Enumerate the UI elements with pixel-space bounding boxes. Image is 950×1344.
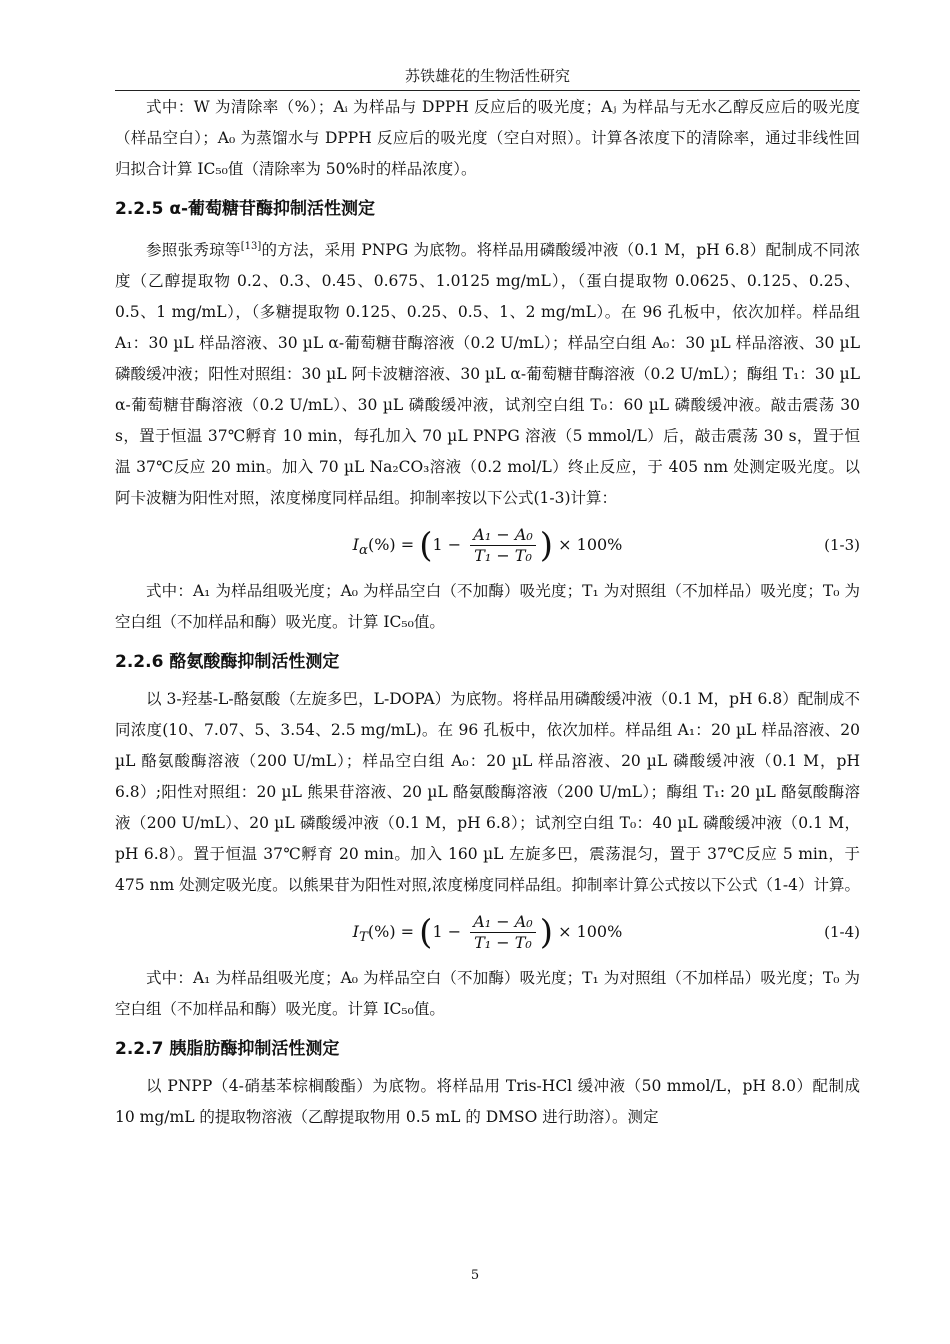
formula-1-3: $I_\alpha(\%) = (1$ − $\frac{\text{A₁ − A₀}}{\text{T₁ − T₀}}$ ) × 100% (1-3) bbox=[115, 514, 860, 576]
formula-1-4: $I_T(\%) = (1$ − $\frac{\text{A₁ − A₀}}{\text{T₁ − T₀}}$ ) × 100% (1-4) bbox=[115, 901, 860, 963]
formula-1-4-note: 式中：A₁ 为样品组吸光度；A₀ 为样品空白（不加酶）吸光度；T₁ 为对照组（不加样品）吸光度；T₀ 为空白组（不加样品和酶）吸光度。计算 IC₅₀值。 bbox=[115, 969, 860, 1019]
formula-lhs: I bbox=[352, 535, 359, 555]
page-number: 5 bbox=[470, 1268, 480, 1283]
citation-ref: [13] bbox=[240, 241, 262, 252]
equation-number: (1-4) bbox=[824, 923, 860, 942]
method-body-text: 的方法，采用 PNPG 为底物。将样品用磷酸缓冲液（0.1 M，pH 6.8）配制成不同浓度（乙醇提取物 0.2、0.3、0.45、0.675、1.0125 mg/mL），（蛋白提取物 0.0625、0.125、0.25、0.5、1 mg/mL），（多糖提取物 0.125、0.25、0.5、1、2 mg/mL）。在 96 孔板中，依次加样。样品组 A₁：30 µL 样品溶液、30 µL α-葡萄糖苷酶溶液（0.2 U/mL）；样品空白组 A₀：30 µL 样品溶液、30 µL 磷酸缓冲液；阳性对照组：30 µL 阿卡波糖溶液、30 µL α-葡萄糖苷酶溶液（0.2 U/mL）；酶组 T₁：30 µL α-葡萄糖苷酶溶液（0.2 U/mL）、30 µL 磷酸缓冲液，试剂空白组 T₀：60 µL 磷酸缓冲液。敲击震荡 30 s，置于恒温 37℃孵育 10 min，每孔加入 70 µL PNPG 溶液（5 mmol/L）后，敲击震荡 30 s，置于恒温 37℃反应 20 min。加入 70 µL Na₂CO₃溶液（0.2 mol/L）终止反应，于 405 nm 处测定吸光度。以阿卡波糖为阳性对照，浓度梯度同样品组。抑制率按以下公式(1-3)计算： bbox=[115, 241, 860, 508]
formula-pct: (%) = bbox=[367, 922, 415, 942]
page-header bbox=[115, 62, 860, 91]
alpha-glucosidase-method bbox=[115, 231, 860, 514]
formula-1-3-note: 式中：A₁ 为样品组吸光度；A₀ 为样品空白（不加酶）吸光度；T₁ 为对照组（不加样品）吸光度；T₀ 为空白组（不加样品和酶）吸光度。计算 IC₅₀值。 bbox=[115, 582, 860, 632]
formula-fraction bbox=[470, 912, 536, 953]
equation-number: (1-3) bbox=[824, 536, 860, 555]
formula-numerator: A₁ − A₀ bbox=[470, 525, 536, 546]
lipase-method: 以 PNPP（4-硝基苯棕榈酸酯）为底物。将样品用 Tris-HCl 缓冲液（50 mmol/L，pH 8.0）配制成 10 mg/mL 的提取物溶液（乙醇提取物用 0.5 mL 的 DMSO 进行助溶）。测定 bbox=[115, 1077, 860, 1127]
tyrosinase-method: 以 3-羟基-L-酪氨酸（左旋多巴，L-DOPA）为底物。将样品用磷酸缓冲液（0.1 M，pH 6.8）配制成不同浓度(10、7.07、5、3.54、2.5 mg/mL)。在 96 孔板中，依次加样。样品组 A₁：20 µL 样品溶液、20 µL 酪氨酸酶溶液（200 U/mL）；样品空白组 A₀：20 µL 样品溶液、20 µL 磷酸缓冲液（0.1 M，pH 6.8）;阳性对照组：20 µL 熊果苷溶液、20 µL 酪氨酸酶溶液（200 U/mL）；酶组 T₁: 20 µL 酪氨酸酶溶液（200 U/mL）、20 µL 磷酸缓冲液（0.1 M，pH 6.8）；试剂空白组 T₀：40 µL 磷酸缓冲液（0.1 M，pH 6.8）。置于恒温 37℃孵育 20 min。加入 160 µL 左旋多巴，震荡混匀，置于 37℃反应 5 min，于 475 nm 处测定吸光度。以熊果苷为阳性对照,浓度梯度同样品组。抑制率计算公式按以下公式（1-4）计算。 bbox=[115, 690, 861, 895]
section-heading-2-2-6: 2.2.6 酪氨酸酶抑制活性测定 bbox=[115, 652, 340, 673]
running-title: 苏铁雄花的生物活性研究 bbox=[404, 67, 570, 85]
formula-denominator: T₁ − T₀ bbox=[474, 546, 532, 566]
formula-tail: × 100% bbox=[558, 922, 623, 942]
formula-lhs-sub: T bbox=[359, 930, 368, 946]
section-heading-2-2-5: 2.2.5 α-葡萄糖苷酶抑制活性测定 bbox=[115, 199, 376, 219]
section-heading-2-2-7: 2.2.7 胰脂肪酶抑制活性测定 bbox=[115, 1039, 340, 1060]
dpph-formula-note: 式中：W 为清除率（%）；Aᵢ 为样品与 DPPH 反应后的吸光度；Aⱼ 为样品与无水乙醇反应后的吸光度（样品空白）；A₀ 为蒸馏水与 DPPH 反应后的吸光度（空白对照）。计算各浓度下的清除率，通过非线性回归拟合计算 IC₅₀值（清除率为 50%时的样品浓度）。 bbox=[115, 98, 860, 178]
formula-pct: (%) = bbox=[367, 535, 415, 555]
formula-numerator: A₁ − A₀ bbox=[470, 912, 536, 933]
formula-fraction bbox=[470, 525, 536, 566]
formula-denominator: T₁ − T₀ bbox=[474, 933, 532, 953]
formula-lhs: I bbox=[352, 922, 359, 942]
formula-one: 1 − bbox=[432, 535, 462, 555]
formula-tail: × 100% bbox=[558, 535, 623, 555]
method-intro-text: 参照张秀琼等 bbox=[146, 241, 241, 260]
page-body bbox=[115, 92, 860, 1133]
formula-one: 1 − bbox=[432, 922, 462, 942]
formula-lhs-sub: α bbox=[358, 543, 368, 559]
